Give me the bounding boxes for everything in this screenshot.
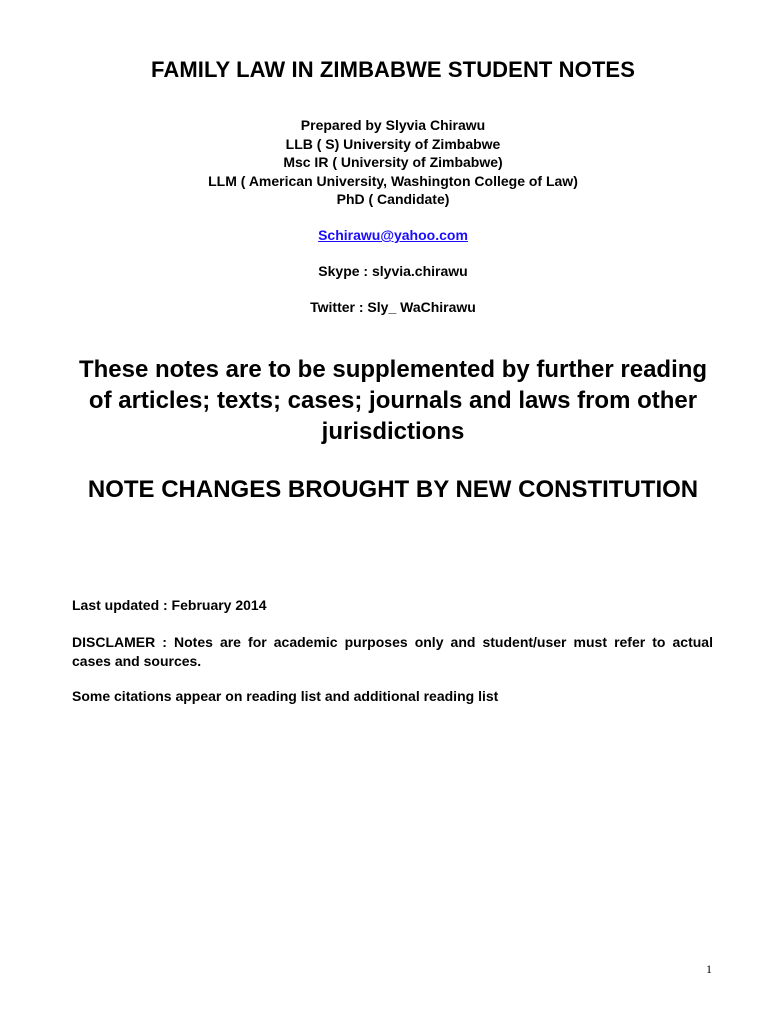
document-title: FAMILY LAW IN ZIMBABWE STUDENT NOTES: [151, 57, 635, 82]
author-name-line: Prepared by Slyvia Chirawu: [300, 117, 486, 133]
author-degree-llm: LLM ( American University, Washington College of Law): [208, 172, 578, 189]
email-link[interactable]: Schirawu@yahoo.com: [318, 227, 468, 243]
skype-contact: Skype : slyvia.chirawu: [318, 263, 468, 279]
author-credentials: [0, 116, 768, 209]
citations-note-text: Some citations appear on reading list and additional reading list: [72, 688, 499, 704]
constitution-note-heading: NOTE CHANGES BROUGHT BY NEW CONSTITUTION: [87, 476, 699, 503]
disclaimer-paragraph: DISCLAMER : Notes are for academic purposes only and student/user must refer to actual cases and sources.: [72, 634, 713, 669]
last-updated-text: Last updated : February 2014: [72, 597, 267, 613]
email-line: [0, 227, 768, 243]
page-number: 1: [706, 962, 712, 976]
author-degree-msc: Msc IR ( University of Zimbabwe): [283, 154, 503, 170]
supplement-note-heading: These notes are to be supplemented by further reading of articles; texts; cases; journals and laws from other jurisdictions: [78, 356, 708, 445]
twitter-contact: Twitter : Sly_ WaChirawu: [310, 299, 476, 315]
author-degree-phd: PhD ( Candidate): [336, 191, 450, 207]
author-degree-llb: LLB ( S) University of Zimbabwe: [285, 135, 501, 152]
